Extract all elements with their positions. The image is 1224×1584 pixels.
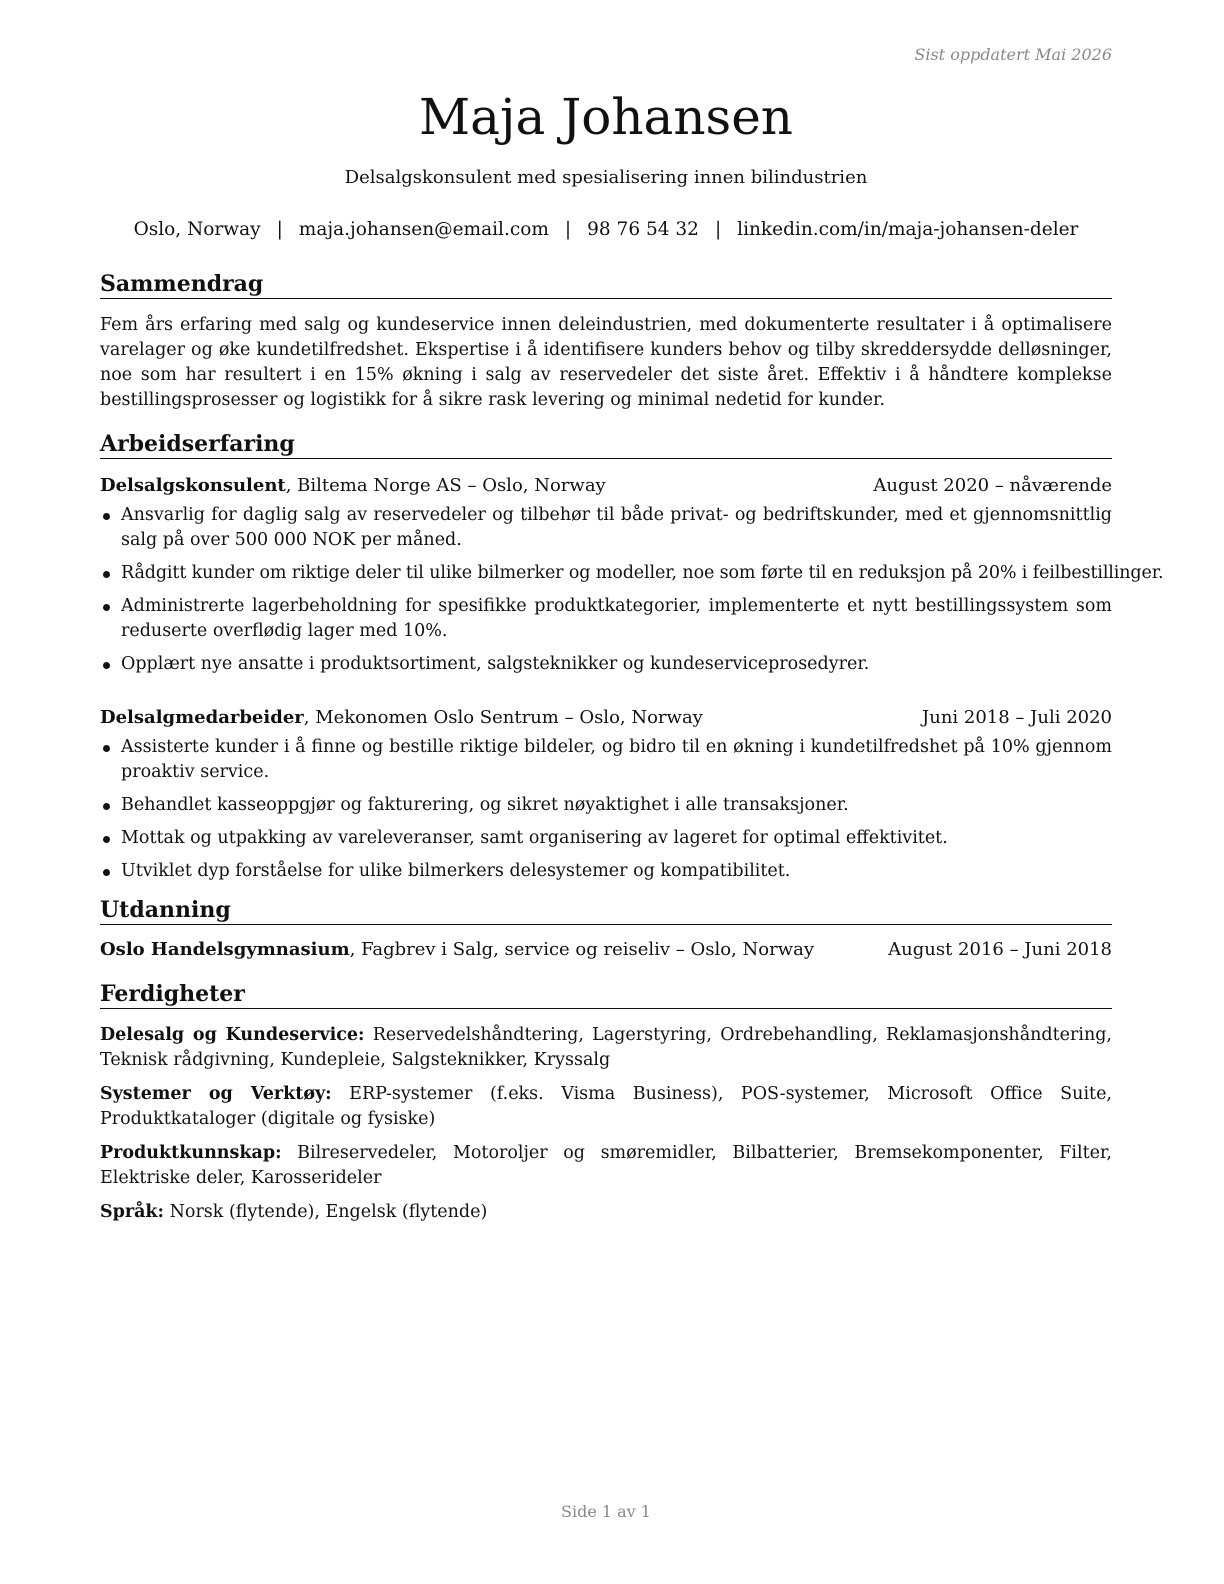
job-title-line [100,473,606,499]
bullet-icon [103,513,110,520]
bullet-item [100,561,1164,586]
page-number: Side 1 av 1 [561,1502,651,1521]
bullet-text: Behandlet kasseoppgjør og fakturering, og sikret nøyaktighet i alle transaksjoner. [121,795,849,815]
contact-line [100,219,1112,240]
bullet-item [100,594,1112,644]
skill-group-text: Norsk (flytende), Engelsk (flytende) [164,1202,488,1222]
job-entry [100,705,1112,884]
contact-email[interactable]: maja.johansen@email.com [298,219,549,240]
job-bullets [100,503,1164,677]
bullet-icon [103,604,110,611]
bullet-text: Opplært nye ansatte i produktsortiment, salgsteknikker og kundeserviceprosedyrer. [121,654,870,674]
experience-section [100,430,1164,892]
education-detail: , Fagbrev i Salg, service og reiseliv – Oslo, Norway [349,939,815,960]
bullet-item [100,859,1112,884]
skill-group-text: ERP-systemer (f.eks. Visma Business), POS-systemer, Microsoft Office Suite, Produktkataloger (digitale og fysiske) [100,1084,1112,1129]
job-title-line [100,705,703,731]
bullet-item [100,652,1112,677]
headline: Delsalgskonsulent med spesialisering innen bilindustrien [344,167,868,188]
skill-group [100,1200,1112,1225]
job-entry [100,473,1164,677]
bullet-icon [103,836,110,843]
bullet-item [100,826,1112,851]
bullet-text: Administrerte lagerbeholdning for spesifikke produktkategorier, implementerte et nytt bestillingssystem som reduserte overflødig lager med 10%. [121,596,1112,641]
skill-group-label: Systemer og Verktøy: [100,1084,332,1104]
bullet-icon [103,803,110,810]
candidate-name: Maja Johansen [418,88,794,146]
skill-group-text: Bilreservedeler, Motoroljer og smøremidler, Bilbatterier, Bremsekomponenter, Filter, Elektriske deler, Karosserideler [100,1143,1112,1188]
bullet-icon [103,745,110,752]
job-role: Delsalgmedarbeider [100,707,304,728]
last-updated-note: Sist oppdatert Mai 2026 [914,45,1112,64]
job-employer: , Biltema Norge AS – Oslo, Norway [285,475,606,496]
skill-group [100,1082,1112,1132]
summary-text: Fem års erfaring med salg og kundeservice innen deleindustrien, med dokumenterte resultater i å optimalisere varelager og øke kundetilfredshet. Ekspertise i å identifisere kunders behov og tilby skreddersydde delløsninger, noe som har resultert i en 15% økning i salg av reservedeler det siste året. Effektiv i å håndtere komplekse bestillingsprosesser og logistikk for å sikre rask levering og minimal nedetid for kunder. [100,315,1112,410]
bullet-item [100,735,1112,785]
contact-phone: 98 76 54 32 [587,219,699,240]
bullet-text: Mottak og utpakking av vareleveranser, samt organisering av lageret for optimal effektivitet. [121,828,948,848]
skill-group [100,1141,1112,1191]
section-title-skills: Ferdigheter [100,980,1112,1009]
bullet-text: Utviklet dyp forståelse for ulike bilmerkers delesystemer og kompatibilitet. [121,861,791,881]
skill-group-label: Produktkunnskap: [100,1143,282,1163]
resume-page [100,0,1164,1584]
job-employer: , Mekonomen Oslo Sentrum – Oslo, Norway [303,707,703,728]
bullet-item [100,793,1112,818]
education-section [100,896,1112,963]
skill-group-label: Delesalg og Kundeservice: [100,1025,365,1045]
bullet-text: Ansvarlig for daglig salg av reservedeler og tilbehør til både privat- og bedriftskunder, med et gjennomsnittlig salg på over 500 000 NOK per måned. [121,505,1112,550]
bullet-icon [103,571,110,578]
bullet-text: Assisterte kunder i å finne og bestille riktige bildeler, og bidro til en økning i kundetilfredshet på 10% gjennom proaktiv service. [121,737,1112,782]
contact-location: Oslo, Norway [133,219,261,240]
education-school: Oslo Handelsgymnasium [100,939,350,960]
contact-linkedin[interactable]: linkedin.com/in/maja-johansen-deler [737,219,1079,240]
contact-separator: | [714,219,722,240]
job-dates: Juni 2018 – Juli 2020 [922,707,1112,728]
job-role: Delsalgskonsulent [100,475,286,496]
skill-group-label: Språk: [100,1202,165,1222]
skill-group [100,1023,1112,1073]
job-bullets [100,735,1112,884]
section-title-experience: Arbeidserfaring [100,430,1112,459]
education-dates: August 2016 – Juni 2018 [888,939,1112,960]
bullet-item [100,503,1112,553]
section-title-summary: Sammendrag [100,270,1112,299]
skill-group-text: Reservedelshåndtering, Lagerstyring, Ordrebehandling, Reklamasjonshåndtering, Teknisk rådgivning, Kundepleie, Salgsteknikker, Kryssalg [100,1025,1112,1070]
contact-separator: | [564,219,572,240]
education-title-line [100,937,814,963]
bullet-text: Rådgitt kunder om riktige deler til ulike bilmerker og modeller, noe som førte til en reduksjon på 20% i feilbestillinger. [121,563,1164,583]
skills-section [100,980,1112,1225]
job-header [100,473,1112,499]
contact-separator: | [276,219,283,240]
summary-section [100,270,1112,413]
section-title-education: Utdanning [100,896,1112,925]
job-dates: August 2020 – nåværende [873,475,1112,496]
bullet-icon [103,662,110,669]
bullet-icon [103,869,110,876]
job-header [100,705,1112,731]
education-entry [100,937,1112,963]
